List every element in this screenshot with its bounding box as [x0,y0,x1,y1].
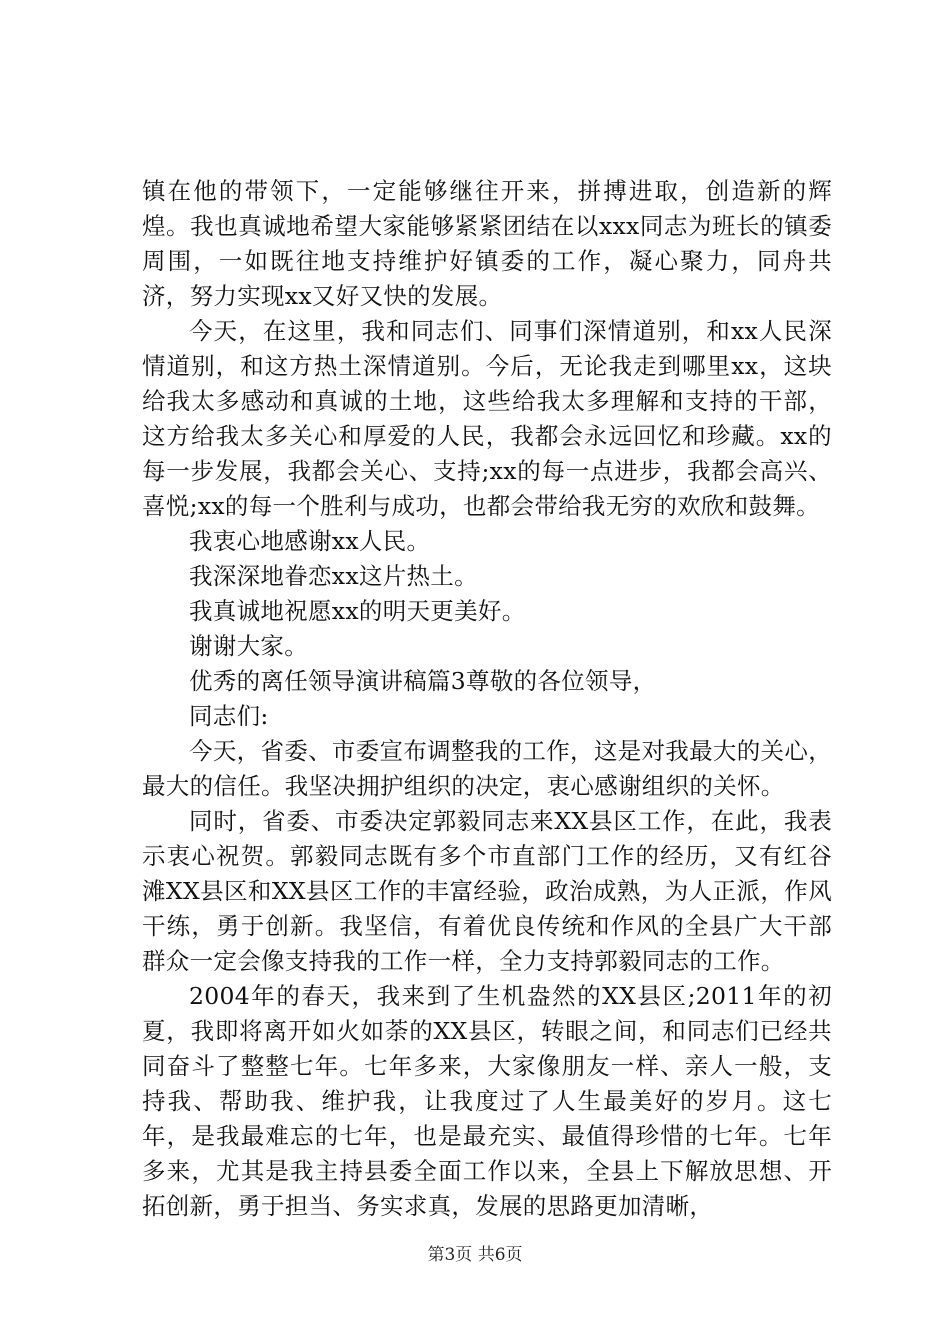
paragraph: 谢谢大家。 [189,632,308,660]
paragraph: 我深深地眷恋xx这片热土。 [189,562,478,590]
paragraph: 镇在他的带领下，一定能够继往开来，拼搏进取，创造新的辉煌。我也真诚地希望大家能够紧紧团结在以xxx同志为班长的镇委周围，一如既往地支持维护好镇委的工作，凝心聚力，同舟共济，努力实现xx又好又快的发展。 [142,177,832,310]
paragraph: 同时，省委、市委决定郭毅同志来XX县区工作，在此，我表示衷心祝贺。郭毅同志既有多个市直部门工作的经历，又有红谷滩XX县区和XX县区工作的丰富经验，政治成熟，为人正派，作风干练，勇于创新。我坚信，有着优良传统和作风的全县广大干部群众一定会像支持我的工作一样，全力支持郭毅同志的工作。 [142,807,832,975]
paragraph: 2004年的春天，我来到了生机盎然的XX县区;2011年的初夏，我即将离开如火如荼的XX县区，转眼之间，和同志们已经共同奋斗了整整七年。七年多来，大家像朋友一样、亲人一般，支持我、帮助我、维护我，让我度过了人生最美好的岁月。这七年，是我最难忘的七年，也是最充实、最值得珍惜的七年。七年多来，尤其是我主持县委全面工作以来，全县上下解放思想、开拓创新，勇于担当、务实求真，发展的思路更加清晰， [142,982,832,1220]
paragraph: 我真诚地祝愿xx的明天更美好。 [189,597,526,625]
document-body [142,174,832,1224]
paragraph: 我衷心地感谢xx人民。 [189,527,431,555]
salutation: 同志们: [189,702,269,730]
paragraph: 今天，省委、市委宣布调整我的工作，这是对我最大的关心，最大的信任。我坚决拥护组织的决定，衷心感谢组织的关怀。 [142,737,832,800]
page-number-footer: 第3页 共6页 [427,1245,523,1265]
paragraph: 今天，在这里，我和同志们、同事们深情道别，和xx人民深情道别，和这方热土深情道别。今后，无论我走到哪里xx，这块给我太多感动和真诚的土地，这些给我太多理解和支持的干部，这方给我太多关心和厚爱的人民，我都会永远回忆和珍藏。xx的每一步发展，我都会关心、支持;xx的每一点进步，我都会高兴、喜悦;xx的每一个胜利与成功，也都会带给我无穷的欢欣和鼓舞。 [142,317,832,520]
section-heading: 优秀的离任领导演讲稿篇3尊敬的各位领导， [189,667,657,695]
